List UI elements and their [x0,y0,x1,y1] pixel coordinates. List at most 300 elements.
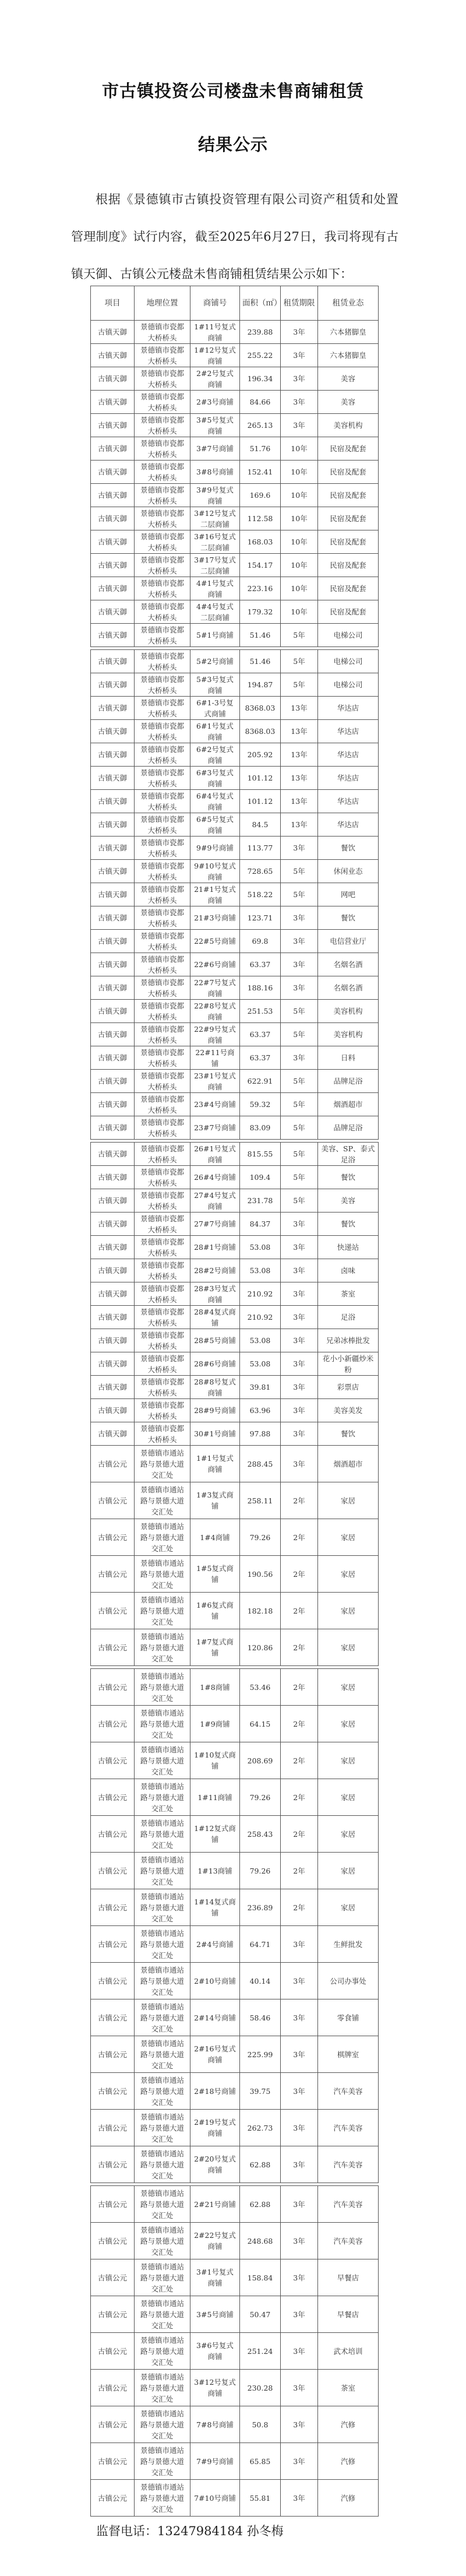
cell-business-type: 六本猪脚皇 [318,321,379,344]
cell-area: 40.14 [240,1963,281,1999]
cell-project: 古镇公元 [91,2036,135,2073]
table-row [91,2186,379,2223]
cell-project: 古镇天御 [91,1143,135,1166]
table-row [91,930,379,953]
cell-location: 景德镇市瓷都大桥桥头 [135,1143,190,1166]
cell-lease-term: 3年 [281,2073,318,2110]
table-row [91,1259,379,1282]
cell-area: 231.78 [240,1189,281,1213]
cell-shop-number: 7#9号商铺 [190,2443,240,2480]
cell-shop-number: 2#16号复式商铺 [190,2036,240,2073]
cell-area: 64.71 [240,1926,281,1963]
cell-project: 古镇公元 [91,1889,135,1926]
cell-lease-term: 2年 [281,1853,318,1889]
cell-location: 景德镇市瓷都大桥桥头 [135,1399,190,1422]
cell-business-type: 电梯公司 [318,673,379,697]
table-row [91,650,379,673]
cell-project: 古镇天御 [91,767,135,790]
cell-area: 123.71 [240,906,281,930]
cell-area: 179.32 [240,600,281,624]
cell-business-type: 华达店 [318,813,379,837]
cell-project: 古镇公元 [91,2480,135,2517]
cell-shop-number: 6#4号复式商铺 [190,790,240,813]
cell-location: 景德镇市瓷都大桥桥头 [135,1093,190,1116]
cell-lease-term: 5年 [281,650,318,673]
cell-business-type: 网吧 [318,883,379,906]
cell-shop-number: 6#1号复式商铺 [190,720,240,743]
cell-shop-number: 6#1-3号复式商铺 [190,697,240,720]
cell-shop-number: 28#3号复式商铺 [190,1282,240,1306]
cell-project: 古镇天御 [91,673,135,697]
cell-business-type: 汽车美容 [318,2110,379,2146]
cell-business-type: 早餐店 [318,2259,379,2296]
cell-lease-term: 2年 [281,1556,318,1593]
table-row [91,883,379,906]
cell-shop-number: 1#6复式商铺 [190,1593,240,1629]
cell-project: 古镇天御 [91,461,135,484]
cell-business-type: 家居 [318,1853,379,1889]
cell-location: 景德镇市瓷都大桥桥头 [135,1259,190,1282]
cell-location: 景德镇市通站路与景德大道交汇处 [135,1593,190,1629]
cell-business-type: 茶室 [318,1282,379,1306]
cell-area: 188.16 [240,976,281,1000]
cell-project: 古镇天御 [91,813,135,837]
cell-business-type: 卤味 [318,1259,379,1282]
cell-project: 古镇公元 [91,2073,135,2110]
table-row [91,2296,379,2333]
cell-shop-number: 9#10号复式商铺 [190,860,240,883]
cell-location: 景德镇市瓷都大桥桥头 [135,1306,190,1329]
cell-location: 景德镇市瓷都大桥桥头 [135,930,190,953]
cell-area: 251.53 [240,1000,281,1023]
cell-project: 古镇天御 [91,577,135,600]
cell-area: 39.81 [240,1376,281,1399]
table-row [91,1963,379,1999]
table-row [91,697,379,720]
cell-project: 古镇天御 [91,930,135,953]
cell-location: 景德镇市瓷都大桥桥头 [135,484,190,507]
cell-location: 景德镇市通站路与景德大道交汇处 [135,1889,190,1926]
cell-business-type: 家居 [318,1706,379,1742]
cell-shop-number: 2#19号复式商铺 [190,2110,240,2146]
cell-area: 62.88 [240,2186,281,2223]
cell-lease-term: 2年 [281,1593,318,1629]
cell-business-type: 茶室 [318,2370,379,2406]
cell-area: 50.47 [240,2296,281,2333]
cell-business-type: 早餐店 [318,2296,379,2333]
cell-shop-number: 28#6号商铺 [190,1352,240,1376]
cell-project: 古镇天御 [91,344,135,367]
cell-business-type: 彩票店 [318,1376,379,1399]
cell-location: 景德镇市通站路与景德大道交汇处 [135,1446,190,1482]
cell-project: 古镇公元 [91,2146,135,2183]
cell-location: 景德镇市瓷都大桥桥头 [135,1166,190,1189]
cell-area: 62.88 [240,2146,281,2183]
cell-area: 168.03 [240,530,281,554]
cell-location: 景德镇市通站路与景德大道交汇处 [135,2146,190,2183]
cell-lease-term: 10年 [281,461,318,484]
lease-results-table [90,286,379,2517]
cell-business-type: 名烟名酒 [318,976,379,1000]
cell-location: 景德镇市瓷都大桥桥头 [135,1000,190,1023]
cell-lease-term: 3年 [281,344,318,367]
cell-shop-number: 6#2号复式商铺 [190,743,240,767]
cell-project: 古镇天御 [91,860,135,883]
cell-area: 63.37 [240,1046,281,1070]
table-row [91,1376,379,1399]
cell-project: 古镇天御 [91,414,135,437]
table-row [91,461,379,484]
cell-business-type: 家居 [318,1742,379,1779]
cell-shop-number: 6#5号复式商铺 [190,813,240,837]
cell-lease-term: 5年 [281,860,318,883]
cell-shop-number: 30#1号商铺 [190,1422,240,1446]
cell-shop-number: 22#5号商铺 [190,930,240,953]
cell-location: 景德镇市瓷都大桥桥头 [135,837,190,860]
cell-shop-number: 26#1号复式商铺 [190,1143,240,1166]
table-row [91,1236,379,1259]
cell-area: 196.34 [240,367,281,391]
table-row [91,2036,379,2073]
cell-lease-term: 3年 [281,414,318,437]
cell-shop-number: 3#8号商铺 [190,461,240,484]
table-row [91,2259,379,2296]
table-row [91,1779,379,1816]
cell-business-type: 民宿及配套 [318,437,379,461]
table-row [91,2480,379,2517]
cell-project: 古镇天御 [91,437,135,461]
cell-shop-number: 1#12复式商铺 [190,1816,240,1853]
cell-area: 101.12 [240,767,281,790]
cell-location: 景德镇市通站路与景德大道交汇处 [135,1706,190,1742]
cell-business-type: 美容 [318,391,379,414]
cell-project: 古镇公元 [91,1706,135,1742]
cell-location: 景德镇市瓷都大桥桥头 [135,1116,190,1140]
cell-lease-term: 5年 [281,1070,318,1093]
cell-area: 239.88 [240,321,281,344]
cell-area: 59.32 [240,1093,281,1116]
cell-shop-number: 3#1号复式商铺 [190,2259,240,2296]
cell-lease-term: 3年 [281,1259,318,1282]
cell-project: 古镇天御 [91,1070,135,1093]
cell-area: 84.5 [240,813,281,837]
cell-project: 古镇天御 [91,1236,135,1259]
cell-location: 景德镇市瓷都大桥桥头 [135,391,190,414]
cell-shop-number: 3#7号商铺 [190,437,240,461]
cell-business-type: 美容机构 [318,1023,379,1046]
cell-project: 古镇公元 [91,1742,135,1779]
cell-project: 古镇公元 [91,2443,135,2480]
cell-shop-number: 1#12号复式商铺 [190,344,240,367]
cell-business-type: 餐饮 [318,1166,379,1189]
cell-project: 古镇公元 [91,1556,135,1593]
supervision-phone: 监督电话：13247984184 孙冬梅 [96,2524,284,2538]
table-row [91,906,379,930]
cell-project: 古镇天御 [91,883,135,906]
cell-lease-term: 2年 [281,1706,318,1742]
cell-area: 101.12 [240,790,281,813]
cell-location: 景德镇市通站路与景德大道交汇处 [135,2296,190,2333]
cell-lease-term: 3年 [281,391,318,414]
cell-area: 84.37 [240,1213,281,1236]
cell-area: 8368.03 [240,697,281,720]
cell-business-type: 电梯公司 [318,624,379,647]
cell-area: 152.41 [240,461,281,484]
cell-lease-term: 3年 [281,367,318,391]
cell-business-type: 家居 [318,1519,379,1556]
cell-business-type: 餐饮 [318,837,379,860]
table-row [91,1556,379,1593]
table-row [91,790,379,813]
cell-shop-number: 28#1号商铺 [190,1236,240,1259]
cell-shop-number: 7#10号商铺 [190,2480,240,2517]
table-row [91,837,379,860]
cell-area: 194.87 [240,673,281,697]
cell-business-type: 休闲业态 [318,860,379,883]
cell-lease-term: 3年 [281,1352,318,1376]
cell-lease-term: 2年 [281,1779,318,1816]
cell-business-type: 华达店 [318,697,379,720]
table-row [91,554,379,577]
cell-project: 古镇天御 [91,1093,135,1116]
cell-lease-term: 3年 [281,953,318,976]
header-shop-number: 商铺号 [190,286,240,321]
table-row [91,507,379,530]
cell-location: 景德镇市瓷都大桥桥头 [135,673,190,697]
cell-business-type: 花小小新疆炒米粉 [318,1352,379,1376]
cell-area: 51.46 [240,624,281,647]
cell-shop-number: 23#4号商铺 [190,1093,240,1116]
cell-lease-term: 5年 [281,1093,318,1116]
cell-location: 景德镇市瓷都大桥桥头 [135,883,190,906]
cell-shop-number: 2#22号复式商铺 [190,2223,240,2259]
cell-project: 古镇天御 [91,1282,135,1306]
cell-location: 景德镇市通站路与景德大道交汇处 [135,1669,190,1706]
table-row [91,1189,379,1213]
cell-area: 53.08 [240,1352,281,1376]
cell-area: 205.92 [240,743,281,767]
cell-business-type: 六本猪脚皇 [318,344,379,367]
cell-lease-term: 3年 [281,1236,318,1259]
cell-lease-term: 3年 [281,930,318,953]
cell-location: 景德镇市瓷都大桥桥头 [135,437,190,461]
cell-area: 258.11 [240,1482,281,1519]
cell-project: 古镇天御 [91,953,135,976]
cell-lease-term: 13年 [281,767,318,790]
cell-shop-number: 5#2号商铺 [190,650,240,673]
cell-business-type: 美容美发 [318,1399,379,1422]
table-row [91,414,379,437]
cell-area: 55.81 [240,2480,281,2517]
cell-project: 古镇天御 [91,1000,135,1023]
cell-business-type: 公司办事处 [318,1963,379,1999]
table-row [91,1889,379,1926]
cell-business-type: 美容机构 [318,414,379,437]
table-row [91,1629,379,1666]
cell-location: 景德镇市通站路与景德大道交汇处 [135,1742,190,1779]
cell-project: 古镇公元 [91,2296,135,2333]
cell-shop-number: 7#8号商铺 [190,2406,240,2443]
cell-location: 景德镇市瓷都大桥桥头 [135,1236,190,1259]
cell-location: 景德镇市瓷都大桥桥头 [135,743,190,767]
cell-lease-term: 2年 [281,1816,318,1853]
cell-project: 古镇公元 [91,2370,135,2406]
cell-location: 景德镇市通站路与景德大道交汇处 [135,2223,190,2259]
cell-business-type: 餐饮 [318,1422,379,1446]
cell-shop-number: 2#18号商铺 [190,2073,240,2110]
cell-lease-term: 3年 [281,1422,318,1446]
cell-business-type: 家居 [318,1482,379,1519]
table-row [91,1116,379,1140]
table-row [91,367,379,391]
cell-lease-term: 3年 [281,2480,318,2517]
cell-shop-number: 28#9号商铺 [190,1399,240,1422]
cell-lease-term: 5年 [281,1000,318,1023]
cell-project: 古镇公元 [91,2110,135,2146]
cell-business-type: 家居 [318,1779,379,1816]
cell-area: 258.43 [240,1816,281,1853]
cell-location: 景德镇市通站路与景德大道交汇处 [135,2036,190,2073]
cell-shop-number: 22#6号商铺 [190,953,240,976]
table-header-row [91,286,379,321]
cell-area: 69.8 [240,930,281,953]
header-project: 项目 [91,286,135,321]
cell-business-type: 生鲜批发 [318,1926,379,1963]
cell-project: 古镇公元 [91,1482,135,1519]
cell-project: 古镇天御 [91,507,135,530]
cell-business-type: 汽车美容 [318,2146,379,2183]
cell-business-type: 快递站 [318,1236,379,1259]
cell-business-type: 民宿及配套 [318,600,379,624]
cell-lease-term: 3年 [281,1446,318,1482]
cell-lease-term: 3年 [281,1282,318,1306]
cell-location: 景德镇市瓷都大桥桥头 [135,461,190,484]
cell-project: 古镇公元 [91,1779,135,1816]
cell-location: 景德镇市瓷都大桥桥头 [135,1070,190,1093]
cell-shop-number: 27#7号商铺 [190,1213,240,1236]
cell-project: 古镇公元 [91,1853,135,1889]
cell-location: 景德镇市瓷都大桥桥头 [135,976,190,1000]
cell-location: 景德镇市通站路与景德大道交汇处 [135,1963,190,1999]
cell-shop-number: 3#12号复式商铺 [190,2370,240,2406]
cell-lease-term: 10年 [281,600,318,624]
cell-location: 景德镇市通站路与景德大道交汇处 [135,1853,190,1889]
cell-location: 景德镇市瓷都大桥桥头 [135,414,190,437]
cell-project: 古镇天御 [91,1023,135,1046]
cell-shop-number: 2#2号复式商铺 [190,367,240,391]
table-row [91,2073,379,2110]
cell-project: 古镇天御 [91,1259,135,1282]
cell-area: 230.28 [240,2370,281,2406]
cell-location: 景德镇市瓷都大桥桥头 [135,1376,190,1399]
cell-business-type: 家居 [318,1889,379,1926]
cell-location: 景德镇市瓷都大桥桥头 [135,554,190,577]
cell-lease-term: 3年 [281,1963,318,1999]
cell-shop-number: 1#11商铺 [190,1779,240,1816]
cell-shop-number: 4#4号复式二层商铺 [190,600,240,624]
table-row [91,530,379,554]
cell-lease-term: 3年 [281,2146,318,2183]
cell-business-type: 民宿及配套 [318,530,379,554]
cell-area: 210.92 [240,1282,281,1306]
cell-shop-number: 1#8商铺 [190,1669,240,1706]
cell-lease-term: 10年 [281,437,318,461]
cell-area: 79.26 [240,1853,281,1889]
cell-location: 景德镇市通站路与景德大道交汇处 [135,1926,190,1963]
cell-shop-number: 3#12号复式二层商铺 [190,507,240,530]
cell-business-type: 民宿及配套 [318,577,379,600]
cell-business-type: 华达店 [318,720,379,743]
table-row [91,1329,379,1352]
cell-shop-number: 3#5号复式商铺 [190,414,240,437]
cell-project: 古镇公元 [91,1629,135,1666]
cell-business-type: 家居 [318,1816,379,1853]
cell-lease-term: 3年 [281,1329,318,1352]
cell-lease-term: 13年 [281,720,318,743]
cell-business-type: 美容 [318,1189,379,1213]
cell-area: 65.85 [240,2443,281,2480]
cell-shop-number: 22#7号复式商铺 [190,976,240,1000]
cell-area: 112.58 [240,507,281,530]
cell-lease-term: 10年 [281,554,318,577]
cell-location: 景德镇市瓷都大桥桥头 [135,720,190,743]
cell-location: 景德镇市瓷都大桥桥头 [135,1329,190,1352]
table-row [91,743,379,767]
cell-area: 265.13 [240,414,281,437]
cell-lease-term: 5年 [281,1189,318,1213]
cell-shop-number: 28#5号商铺 [190,1329,240,1352]
cell-lease-term: 3年 [281,2443,318,2480]
table-row [91,2333,379,2370]
cell-location: 景德镇市通站路与景德大道交汇处 [135,1629,190,1666]
cell-location: 景德镇市瓷都大桥桥头 [135,1023,190,1046]
cell-area: 518.22 [240,883,281,906]
cell-lease-term: 13年 [281,697,318,720]
cell-area: 63.37 [240,953,281,976]
cell-business-type: 民宿及配套 [318,507,379,530]
document-subtitle: 结果公示 [197,135,268,154]
cell-area: 53.46 [240,1669,281,1706]
cell-lease-term: 3年 [281,1926,318,1963]
table-row [91,1213,379,1236]
table-row [91,2223,379,2259]
table-body [91,321,379,2517]
cell-location: 景德镇市通站路与景德大道交汇处 [135,2110,190,2146]
cell-location: 景德镇市瓷都大桥桥头 [135,1189,190,1213]
cell-business-type: 足浴 [318,1306,379,1329]
cell-business-type: 电梯公司 [318,650,379,673]
table-row [91,1306,379,1329]
table-row [91,2110,379,2146]
cell-area: 109.4 [240,1166,281,1189]
cell-shop-number: 22#9号复式商铺 [190,1023,240,1046]
cell-location: 景德镇市瓷都大桥桥头 [135,577,190,600]
cell-business-type: 华达店 [318,767,379,790]
cell-location: 景德镇市通站路与景德大道交汇处 [135,2073,190,2110]
cell-business-type: 烟酒超市 [318,1093,379,1116]
table-row [91,2146,379,2183]
cell-lease-term: 13年 [281,790,318,813]
cell-area: 225.99 [240,2036,281,2073]
table-row [91,813,379,837]
cell-business-type: 家居 [318,1629,379,1666]
cell-lease-term: 3年 [281,906,318,930]
cell-project: 古镇公元 [91,1816,135,1853]
cell-location: 景德镇市通站路与景德大道交汇处 [135,2406,190,2443]
cell-lease-term: 3年 [281,321,318,344]
cell-business-type: 棋牌室 [318,2036,379,2073]
cell-shop-number: 9#9号商铺 [190,837,240,860]
